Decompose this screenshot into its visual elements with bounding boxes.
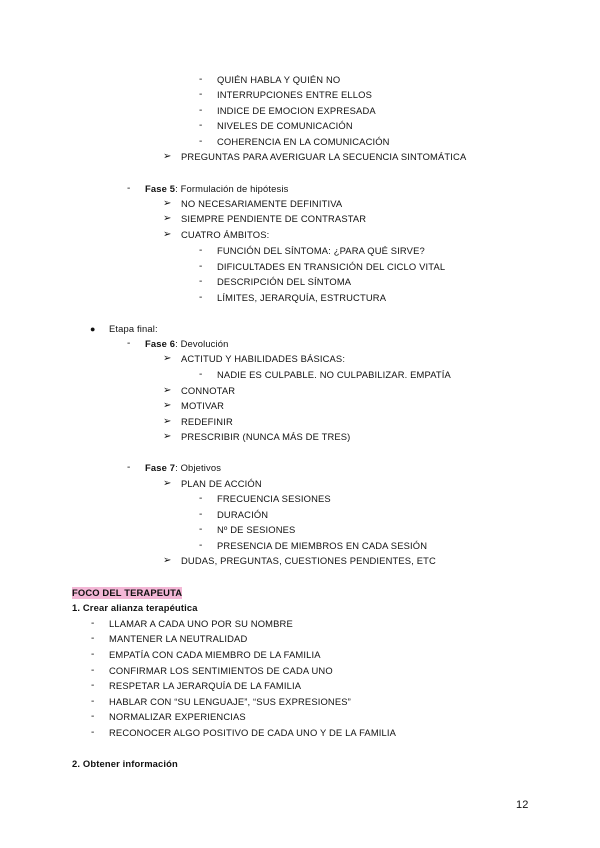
- list-item: PRESENCIA DE MIEMBROS EN CADA SESIÓN: [217, 540, 428, 551]
- phase-heading: [145, 338, 228, 350]
- list-item: DURACIÓN: [217, 509, 269, 520]
- arrow-bullet-icon: ➢: [163, 353, 172, 364]
- list-item: LLAMAR A CADA UNO POR SU NOMBRE: [109, 618, 293, 629]
- phase-label: Fase 6: [145, 338, 176, 349]
- list-item: INDICE DE EMOCION EXPRESADA: [217, 105, 376, 116]
- list-item: PLAN DE ACCIÓN: [181, 478, 262, 489]
- arrow-bullet-icon: ➢: [163, 213, 172, 224]
- dash-bullet: -: [199, 276, 203, 287]
- list-item: REDEFINIR: [181, 416, 233, 427]
- dash-bullet: -: [91, 633, 95, 644]
- list-item: HABLAR CON “SU LENGUAJE”, “SUS EXPRESIONES”: [109, 696, 351, 707]
- list-item: RECONOCER ALGO POSITIVO DE CADA UNO Y DE LA FAMILIA: [109, 727, 397, 738]
- dash-bullet: -: [199, 292, 203, 303]
- arrow-bullet-icon: ➢: [163, 400, 172, 411]
- page-number: 12: [516, 799, 529, 811]
- dash-bullet: -: [199, 524, 203, 535]
- list-item: CONNOTAR: [181, 385, 236, 396]
- dash-bullet: -: [127, 338, 131, 349]
- list-item: DIFICULTADES EN TRANSICIÓN DEL CICLO VITAL: [217, 261, 446, 272]
- arrow-bullet-icon: ➢: [163, 555, 172, 566]
- list-item: SIEMPRE PENDIENTE DE CONTRASTAR: [181, 213, 367, 224]
- list-item: RESPETAR LA JERARQUÍA DE LA FAMILIA: [109, 680, 302, 691]
- list-item: COHERENCIA EN LA COMUNICACIÓN: [217, 136, 390, 147]
- dash-bullet: -: [199, 89, 203, 100]
- dash-bullet: -: [199, 540, 203, 551]
- dash-bullet: -: [127, 462, 131, 473]
- arrow-bullet-icon: ➢: [163, 229, 172, 240]
- phase-title: : Objetivos: [175, 462, 222, 473]
- list-item: NORMALIZAR EXPERIENCIAS: [109, 711, 246, 722]
- list-item: Nº DE SESIONES: [217, 524, 296, 535]
- arrow-bullet-icon: ➢: [163, 431, 172, 442]
- phase-title: : Devolución: [175, 338, 229, 349]
- list-item: QUIÉN HABLA Y QUIÉN NO: [217, 74, 341, 85]
- dash-bullet: -: [91, 711, 95, 722]
- arrow-bullet-icon: ➢: [163, 478, 172, 489]
- list-item: FUNCIÓN DEL SÍNTOMA: ¿PARA QUÉ SIRVE?: [217, 245, 425, 256]
- list-item: PRESCRIBIR (NUNCA MÁS DE TRES): [181, 431, 351, 442]
- dash-bullet: -: [199, 369, 203, 380]
- list-item: NO NECESARIAMENTE DEFINITIVA: [181, 198, 343, 209]
- list-item: DESCRIPCIÓN DEL SÍNTOMA: [217, 276, 352, 287]
- stage-heading: Etapa final:: [109, 323, 158, 334]
- dash-bullet: -: [91, 649, 95, 660]
- arrow-bullet-icon: ➢: [163, 416, 172, 427]
- phase-label: Fase 7: [145, 462, 176, 473]
- list-item: MOTIVAR: [181, 400, 225, 411]
- list-item: DUDAS, PREGUNTAS, CUESTIONES PENDIENTES, ETC: [181, 555, 436, 566]
- dash-bullet: -: [91, 727, 95, 738]
- list-item: NADIE ES CULPABLE. NO CULPABILIZAR. EMPATÍA: [217, 369, 451, 380]
- list-item: CUATRO ÁMBITOS:: [181, 229, 270, 240]
- list-item: FRECUENCIA SESIONES: [217, 493, 331, 504]
- phase-title: : Formulación de hipótesis: [175, 183, 289, 194]
- list-item: LÍMITES, JERARQUÍA, ESTRUCTURA: [217, 292, 387, 303]
- dash-bullet: -: [199, 493, 203, 504]
- dash-bullet: -: [199, 74, 203, 85]
- list-item: PREGUNTAS PARA AVERIGUAR LA SECUENCIA SINTOMÁTICA: [181, 151, 467, 162]
- list-item: ACTITUD Y HABILIDADES BÁSICAS:: [181, 353, 346, 364]
- dash-bullet: -: [199, 136, 203, 147]
- dot-bullet-icon: ●: [90, 324, 96, 334]
- list-item: MANTENER LA NEUTRALIDAD: [109, 633, 248, 644]
- phase-heading: [145, 183, 288, 195]
- phase-label: Fase 5: [145, 183, 176, 194]
- dash-bullet: -: [91, 696, 95, 707]
- dash-bullet: -: [127, 183, 131, 194]
- dash-bullet: -: [199, 245, 203, 256]
- phase-heading: [145, 462, 221, 474]
- arrow-bullet-icon: ➢: [163, 198, 172, 209]
- subsection-heading: 1. Crear alianza terapéutica: [72, 602, 198, 613]
- list-item: NIVELES DE COMUNICACIÓN: [217, 120, 353, 131]
- arrow-bullet-icon: ➢: [163, 385, 172, 396]
- dash-bullet: -: [91, 680, 95, 691]
- list-item: CONFIRMAR LOS SENTIMIENTOS DE CADA UNO: [109, 665, 333, 676]
- list-item: INTERRUPCIONES ENTRE ELLOS: [217, 89, 372, 100]
- list-item: EMPATÍA CON CADA MIEMBRO DE LA FAMILIA: [109, 649, 321, 660]
- dash-bullet: -: [91, 618, 95, 629]
- dash-bullet: -: [199, 509, 203, 520]
- dash-bullet: -: [199, 120, 203, 131]
- dash-bullet: -: [199, 105, 203, 116]
- dash-bullet: -: [91, 665, 95, 676]
- dash-bullet: -: [199, 261, 203, 272]
- subsection-heading: 2. Obtener información: [72, 758, 178, 769]
- section-heading-highlighted: FOCO DEL TERAPEUTA: [72, 587, 183, 598]
- arrow-bullet-icon: ➢: [163, 151, 172, 162]
